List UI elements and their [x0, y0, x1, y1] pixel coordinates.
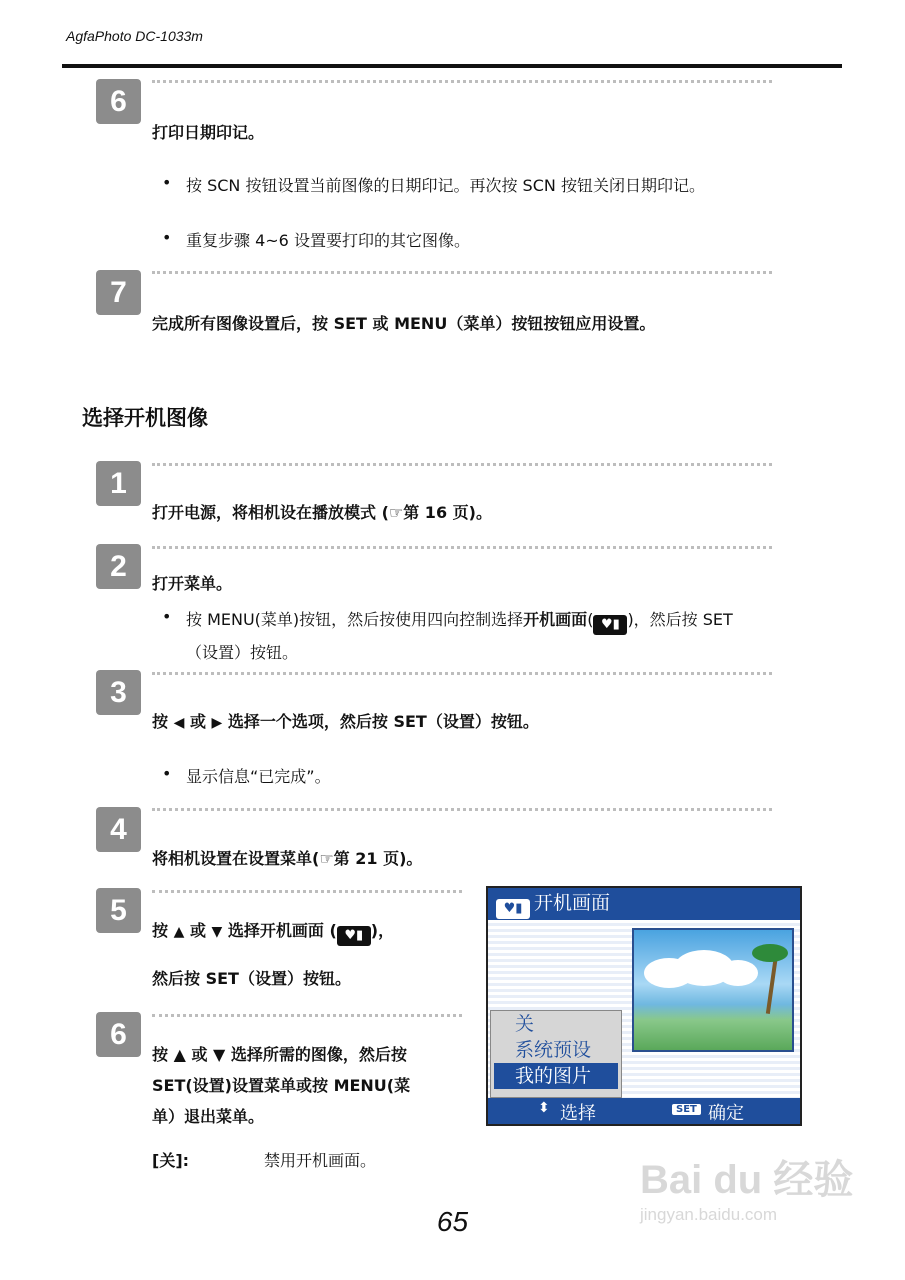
lcd-menu-item-my-picture[interactable]: 我的图片 [494, 1063, 618, 1089]
definition-term: [关]: [152, 1151, 190, 1170]
step-text-mid: 或 [189, 712, 206, 731]
lcd-content [488, 920, 800, 1098]
header-rule [62, 64, 842, 68]
step-number: 2 [96, 544, 141, 589]
bullet-item: • 重复步骤 4~6 设置要打印的其它图像。 [186, 228, 470, 251]
section-title: 选择开机图像 [82, 406, 208, 430]
set-badge: SET [672, 1104, 701, 1115]
watermark-url: jingyan.baidu.com [640, 1205, 778, 1224]
page-number: 65 [436, 1206, 469, 1237]
bullet-item: • 显示信息“已完成”。 [186, 764, 331, 787]
left-arrow-icon: ◀ [173, 715, 185, 731]
step-text [152, 709, 539, 732]
step-text-end: )， [370, 921, 395, 940]
bullet-post: )，然后按 SET [627, 610, 733, 629]
dotted-divider [152, 808, 772, 811]
bullet-bold: 开机画面 [523, 610, 588, 629]
step-text [152, 918, 394, 946]
step-text-line3: 单）退出菜单。 [152, 1107, 265, 1126]
step-text-pre: 按 [152, 921, 169, 940]
watermark-brand: Bai du 经验 [640, 1158, 854, 1202]
step-text-post: 选择开机画面 ( [227, 921, 337, 940]
bullet-pre: 按 MENU(菜单)按钮，然后按使用四向控制选择 [186, 610, 524, 629]
step-text-post: 选择一个选项，然后按 SET（设置）按钮。 [227, 712, 539, 731]
up-down-arrow-icon: ⬍ [538, 1100, 550, 1116]
step-text-line1: 按 ▲ 或 ▼ 选择所需的图像，然后按 [152, 1045, 407, 1064]
dotted-divider [152, 1014, 462, 1017]
step-text-line2: 然后按 SET（设置）按钮。 [152, 969, 351, 988]
step-text: 打印日期印记。 [152, 123, 265, 142]
step-text-mid: 或 [189, 921, 206, 940]
lcd-title: 开机画面 [534, 892, 611, 914]
lcd-option-menu [490, 1010, 622, 1098]
heart-screen-icon: ♥▮ [593, 615, 627, 635]
dotted-divider [152, 672, 772, 675]
lcd-menu-item-default[interactable]: 系统预设 [515, 1039, 592, 1061]
heart-screen-icon: ♥▮ [337, 926, 371, 946]
step-number: 6 [96, 79, 141, 124]
heart-screen-icon: ♥▮ [496, 899, 530, 919]
bullet-continuation: （设置）按钮。 [186, 643, 299, 662]
lcd-footer [488, 1098, 800, 1124]
beach-photo-preview [632, 928, 794, 1052]
step-text: 打开菜单。 [152, 574, 233, 593]
lcd-title-bar [488, 888, 800, 920]
pointing-hand-icon: ☞ [319, 849, 334, 868]
camera-lcd-screen [486, 886, 802, 1126]
dotted-divider [152, 463, 772, 466]
definition-desc: 禁用开机画面。 [264, 1151, 377, 1170]
dotted-divider [152, 271, 772, 274]
step-text [152, 500, 492, 523]
step-text-pre: 将相机设置在设置菜单( [152, 849, 320, 868]
step-text: 完成所有图像设置后，按 SET 或 MENU（菜单）按钮按钮应用设置。 [152, 314, 656, 333]
step-number: 3 [96, 670, 141, 715]
watermark [640, 1148, 853, 1225]
lcd-footer-confirm: 确定 [708, 1103, 744, 1124]
page-ref: 第 16 页)。 [403, 503, 492, 522]
model-header: AgfaPhoto DC-1033m [66, 28, 203, 44]
bullet-item: • 按 SCN 按钮设置当前图像的日期印记。再次按 SCN 按钮关闭日期印记。 [186, 173, 705, 196]
step-text-line2: SET(设置)设置菜单或按 MENU(菜 [152, 1076, 411, 1095]
dotted-divider [152, 546, 772, 549]
step-number: 7 [96, 270, 141, 315]
down-arrow-icon: ▼ [211, 924, 223, 940]
bullet-item: • 按 MENU(菜单)按钮，然后按使用四向控制选择开机画面( ♥▮ )，然后按 SET [186, 607, 733, 635]
step-text-pre: 打开电源，将相机设在播放模式 ( [152, 503, 389, 522]
step-text [152, 846, 422, 869]
right-arrow-icon: ▶ [211, 715, 223, 731]
pointing-hand-icon: ☞ [388, 503, 404, 522]
page-ref: 第 21 页)。 [333, 849, 423, 868]
step-number: 4 [96, 807, 141, 852]
dotted-divider [152, 890, 462, 893]
up-arrow-icon: ▲ [173, 924, 185, 940]
step-number: 6 [96, 1012, 141, 1057]
step-text-pre: 按 [152, 712, 169, 731]
step-number: 1 [96, 461, 141, 506]
lcd-menu-item-off[interactable]: 关 [515, 1013, 535, 1035]
dotted-divider [152, 80, 772, 83]
lcd-footer-select: 选择 [560, 1103, 596, 1124]
step-number: 5 [96, 888, 141, 933]
